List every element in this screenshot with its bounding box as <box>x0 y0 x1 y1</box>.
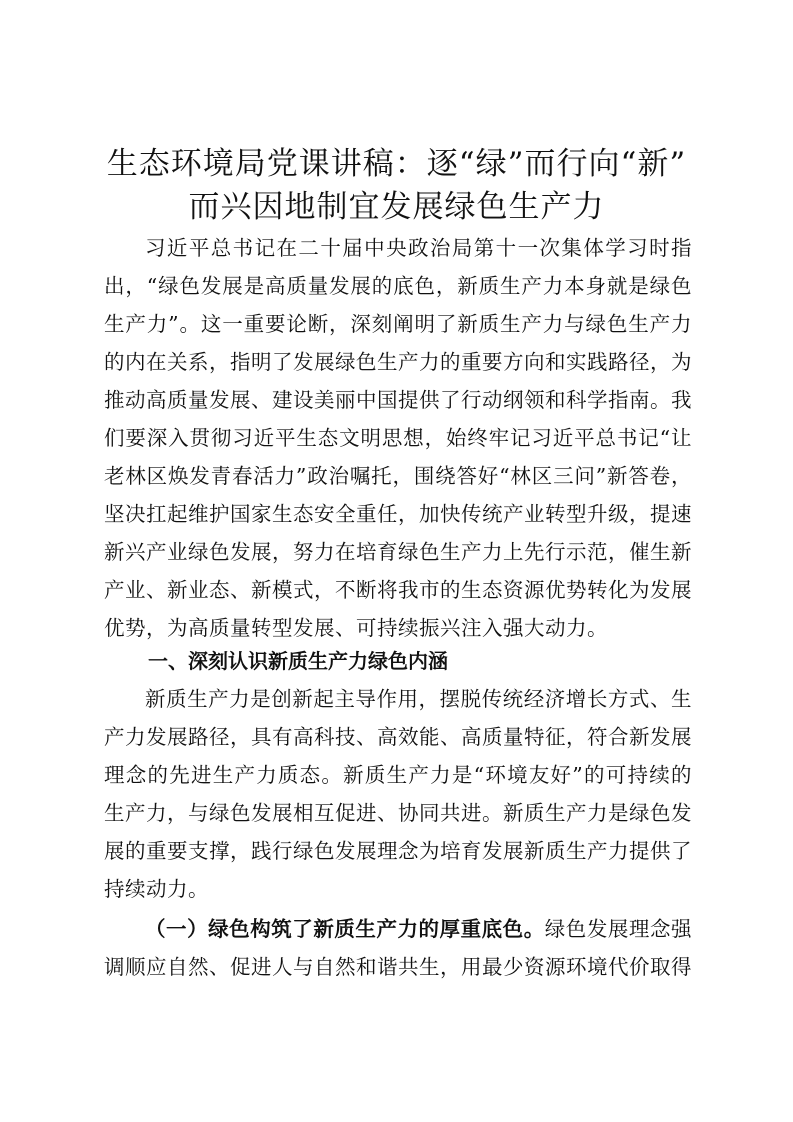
subsection-1-text: 绿色发展理念强调顺应自然、促进人与自然和谐共生，用最少资源环境代价取得 <box>104 917 693 979</box>
paragraph-intro: 习近平总书记在二十届中央政治局第十一次集体学习时指出，“绿色发展是高质量发展的底色，新质生产力本身就是绿色生产力”。这一重要论断，深刻阐明了新质生产力与绿色生产力的内在关系，指明了发展绿色生产力的重要方向和实践路径，为推动高质量发展、建设美丽中国提供了行动纲领和科学指南。我们要深入贯彻习近平生态文明思想，始终牢记习近平总书记“让老林区焕发青春活力”政治嘱托，围绕答好“林区三问”新答卷，坚决扛起维护国家生态安全重任，加快传统产业转型升级，提速新兴产业绿色发展，努力在培育绿色生产力上先行示范，催生新产业、新业态、新模式，不断将我市的生态资源优势转化为发展优势，为高质量转型发展、可持续振兴注入强大动力。 <box>104 236 692 640</box>
paragraph-subsection-1 <box>104 910 692 986</box>
section-heading-1: 一、深刻认识新质生产力绿色内涵 <box>148 649 448 673</box>
subsection-heading-1: （一）绿色构筑了新质生产力的厚重底色。 <box>145 917 545 941</box>
document-title-line-1: 生态环境局党课讲稿：逐“绿”而行向“新” <box>106 146 687 182</box>
paragraph-section-1: 新质生产力是创新起主导作用，摆脱传统经济增长方式、生产力发展路径，具有高科技、高效能、高质量特征，符合新发展理念的先进生产力质态。新质生产力是“环境友好”的可持续的生产力，与绿色发展相互促进、协同共进。新质生产力是绿色发展的重要支撑，践行绿色发展理念为培育发展新质生产力提供了持续动力。 <box>104 687 692 901</box>
document-title-line-2: 而兴因地制宜发展绿色生产力 <box>188 189 605 225</box>
